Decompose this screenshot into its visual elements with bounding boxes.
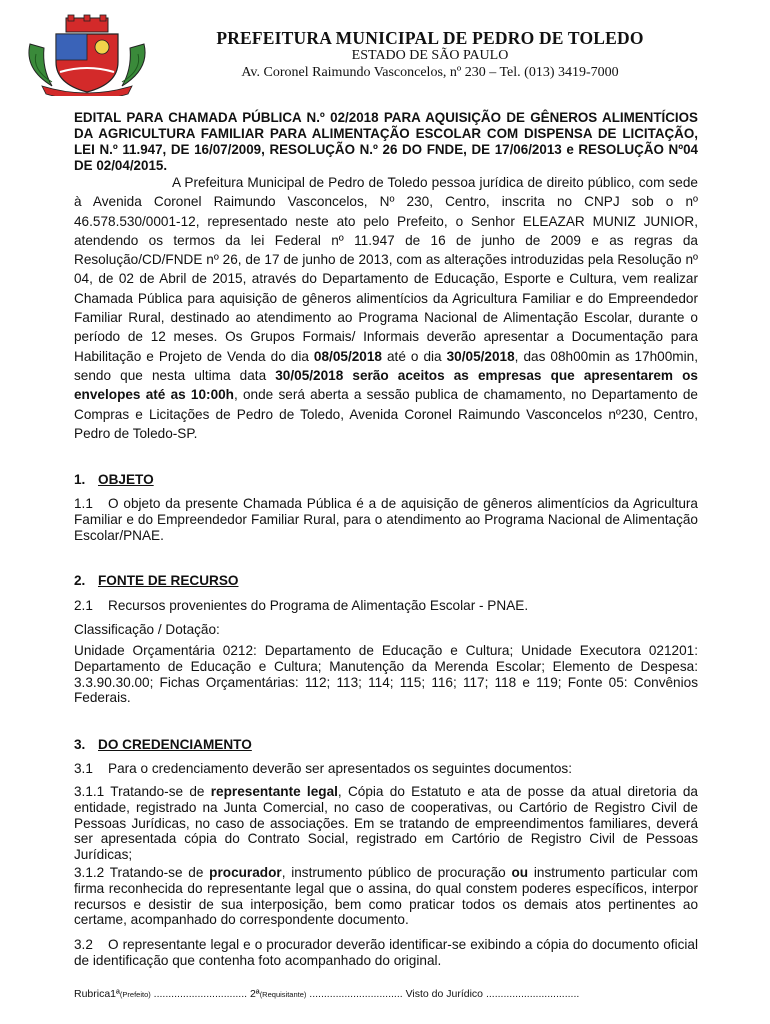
section-heading-fonte-recurso: 2. FONTE DE RECURSO <box>74 573 239 588</box>
section-heading-objeto: 1. OBJETO <box>74 472 154 487</box>
state-line: ESTADO DE SÃO PAULO <box>351 48 509 63</box>
page-title: PREFEITURA MUNICIPAL DE PEDRO DE TOLEDO <box>216 28 644 48</box>
paragraph-2-1: 2.1 Recursos provenientes do Programa de Alimentação Escolar - PNAE. <box>74 598 529 613</box>
intro-paragraph: A Prefeitura Municipal de Pedro de Toledo pessoa jurídica de direito público, com sede à Avenida Coronel Raimundo Vasconcelos, Nº 230, Centro, inscrita no CNPJ sob o nº 46.578.530/0001-12, representado neste ato pelo Prefeito, o Senhor ELEAZAR MUNIZ JUNIOR, atendendo os termos da lei Federal nº 11.947 de 16 de junho de 2009 e as regras da Resolução/CD/FNDE nº 26, de 17 de junho de 2013, com as alterações introduzidas pela Resolução nº 04, de 02 de Abril de 2015, através do Departamento de Educação, Esporte e Cultura, vem realizar Chamada Pública para aquisição de gêneros alimentícios da Agricultura Familiar e do Empreendedor Familiar Rural, destinado ao atendimento ao Programa Nacional de Alimentação Escolar, durante o período de 12 meses. Os Grupos Formais/ Informais deverão apresentar a Documentação para Habilitação e Projeto de Venda do dia 08/05/2018 até o dia 30/05/2018, das 08h00min as 17h00min, sendo que nesta ultima data 30/05/2018 serão aceitos as empresas que apresentarem os envelopes até as 10:00h, onde será aberta a sessão publica de chamamento, no Departamento de Compras e Licitações de Pedro de Toledo, Avenida Coronel Raimundo Vasconcelos nº230, Centro, Pedro de Toledo-SP. <box>74 175 698 441</box>
address-line: Av. Coronel Raimundo Vasconcelos, nº 230 – Tel. (013) 3419-7000 <box>241 65 619 80</box>
edital-heading: EDITAL PARA CHAMADA PÚBLICA N.º 02/2018 PARA AQUISIÇÃO DE GÊNEROS ALIMENTÍCIOS DA AGRICULTURA FAMILIAR PARA ALIMENTAÇÃO ESCOLAR COM DISPENSA DE LICITAÇÃO, LEI N.º 11.947, DE 16/07/2009, RESOLUÇÃO N.º 26 DO FNDE, DE 17/06/2013 e RESOLUÇÃO Nº04 DE 02/04/2015. <box>74 110 698 173</box>
paragraph-3-1-2: 3.1.2 Tratando-se de procurador, instrumento público de procuração ou instrumento particular com firma reconhecida do representante legal que o assina, do qual constem poderes específicos, interpor recursos e desistir de sua interposição, bem como praticar todos os demais atos pertinentes ao certame, acompanhado do correspondente documento. <box>74 865 698 928</box>
unidade-paragraph: Unidade Orçamentária 0212: Departamento de Educação e Cultura; Unidade Executora 021201: Departamento de Educação e Cultura; Manutenção da Merenda Escolar; Elemento de Despesa: 3.3.90.30.00; Fichas Orçamentárias: 112; 113; 114; 115; 116; 117; 118 e 119; Fonte 05: Convênios Federais. <box>74 643 698 706</box>
paragraph-3-2: 3.2 O representante legal e o procurador deverão identificar-se exibindo a cópia do documento oficial de identificação que contenha foto acompanhado do original. <box>74 937 698 968</box>
municipal-crest-icon <box>22 14 152 96</box>
section-heading-credenciamento: 3. DO CREDENCIAMENTO <box>74 737 252 752</box>
paragraph-3-1: 3.1 Para o credenciamento deverão ser apresentados os seguintes documentos: <box>74 761 572 776</box>
paragraph-3-1-1: 3.1.1 Tratando-se de representante legal, Cópia do Estatuto e ata de posse da atual diretoria da entidade, registrado na Junta Comercial, no caso de cooperativas, ou Cartório de Registro Civil de Pessoas Jurídicas, no caso de associações. Em se tratando de empreendimentos familiares, deverá ser apresentada cópia do Contrato Social, registrado em Cartório de Registro Civil de Pessoas Jurídicas; <box>74 784 698 863</box>
paragraph-1-1: 1.1 O objeto da presente Chamada Pública é a de aquisição de gêneros alimentícios da Agricultura Familiar e do Empreendedor Familiar Rural, para o atendimento ao Programa Nacional de Alimentação Escolar/PNAE. <box>74 496 698 543</box>
signature-footer: Rubrica1ª(Prefeito) ................................ 2ª(Requisitante) ................................ Visto do Jurídico ................................ <box>74 988 580 1000</box>
classificacao-label: Classificação / Dotação: <box>74 622 220 637</box>
